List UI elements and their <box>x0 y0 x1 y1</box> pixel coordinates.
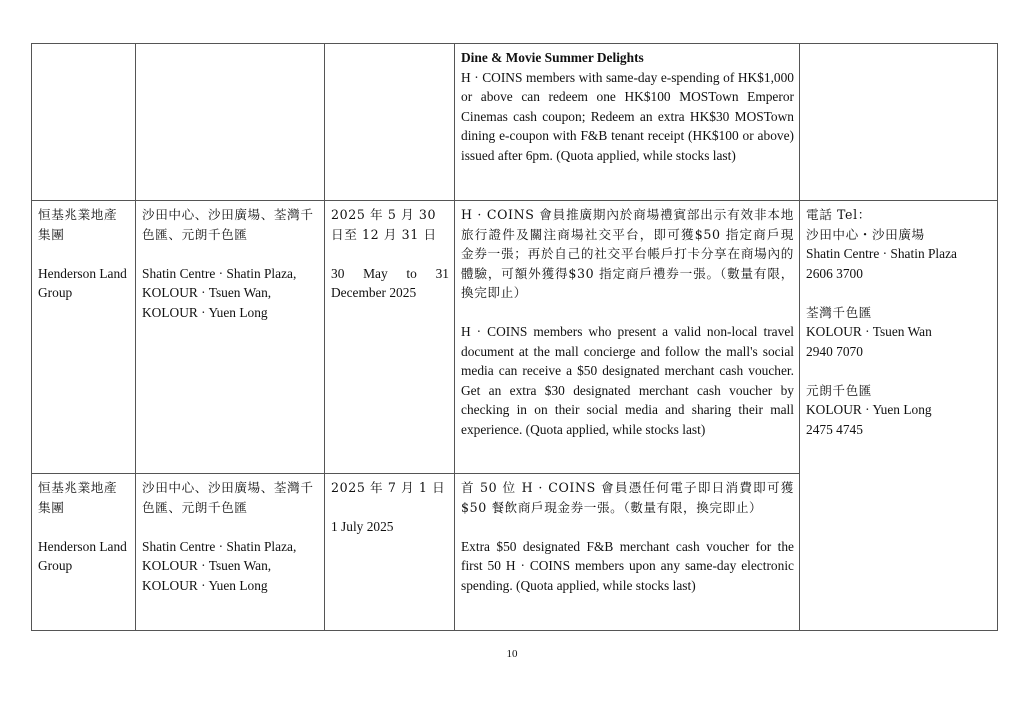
contact-name-zh: 元朗千色匯 <box>806 382 872 398</box>
promo-description-en: H · COINS members with same-day e-spending of HK$1,000 or above can redeem one HK$100 MOSTown Emperor Cinemas cash coupon; Redeem an extra HK$30 MOSTown dining e-coupon with F&B tenant receipt (HK$100 or above) issued after 6pm. (Quota applied, while stocks last) <box>461 69 794 163</box>
period-en: 1 July 2025 <box>331 519 394 534</box>
contact-cell <box>800 201 998 631</box>
promo-description-en: H · COINS members who present a valid non-local travel document at the mall concierge and follow the mall's social media can receive a $50 designated merchant cash voucher. Get an extra $30 designated merchant cash voucher by checking in on their social media and sharing their mall experience. (Quota applied, while stocks last) <box>461 324 794 437</box>
developer-cell <box>32 44 136 201</box>
period-cell <box>325 474 455 631</box>
promo-title: Dine & Movie Summer Delights <box>461 50 644 65</box>
period-cell <box>325 201 455 474</box>
promotion-table <box>31 43 998 631</box>
contact-name-en: KOLOUR · Tsuen Wan <box>806 324 932 339</box>
page-number: 10 <box>506 648 518 660</box>
developer-name-en: Henderson Land Group <box>38 265 127 300</box>
period-zh: 2025 年 5 月 30 日至 12 月 31 日 <box>331 207 437 242</box>
contact-name-en: Shatin Centre · Shatin Plaza <box>806 246 957 261</box>
developer-name-en: Henderson Land Group <box>38 538 127 573</box>
promo-description-zh: H · COINS 會員推廣期內於商場禮賓部出示有效非本地旅行證件及關注商場社交平台，即可獲$50 指定商戶現金券一張；再於自己的社交平台帳戶打卡分享在商場內的體驗，可額外獲得$30 指定商戶禮券一張。（數量有限，換完即止） <box>461 207 794 300</box>
malls-zh: 沙田中心、沙田廣場、荃灣千色匯、元朗千色匯 <box>142 207 314 242</box>
contact-phone: 2606 3700 <box>806 265 863 281</box>
contact-cell <box>800 44 998 201</box>
promotion-cell <box>455 201 800 474</box>
contact-label: 電話 Tel： <box>806 207 871 222</box>
promo-description-zh: 首 50 位 H · COINS 會員憑任何電子即日消費即可獲$50 餐飲商戶現金券一張。（數量有限，換完即止） <box>461 480 794 515</box>
developer-name-zh: 恒基兆業地產集團 <box>38 480 118 515</box>
malls-cell <box>136 474 325 631</box>
contact-name-zh: 荃灣千色匯 <box>806 304 872 320</box>
contact-name-en: KOLOUR · Yuen Long <box>806 402 932 417</box>
malls-en: Shatin Centre · Shatin Plaza, KOLOUR · Tsuen Wan, KOLOUR · Yuen Long <box>142 265 297 320</box>
developer-cell <box>32 201 136 474</box>
malls-cell <box>136 44 325 201</box>
developer-name-zh: 恒基兆業地產集團 <box>38 207 118 242</box>
malls-zh: 沙田中心、沙田廣場、荃灣千色匯、元朗千色匯 <box>142 480 314 515</box>
period-en: 30 May to 31 December 2025 <box>331 265 449 300</box>
contact-name-zh: 沙田中心・沙田廣場 <box>806 226 925 242</box>
period-cell <box>325 44 455 201</box>
table-row <box>32 44 998 201</box>
period-zh: 2025 年 7 月 1 日 <box>331 480 446 495</box>
promo-description-en: Extra $50 designated F&B merchant cash voucher for the first 50 H · COINS members upon any same-day electronic spending. (Quota applied, while stocks last) <box>461 538 794 593</box>
malls-cell <box>136 201 325 474</box>
developer-cell <box>32 474 136 631</box>
contact-phone: 2940 7070 <box>806 343 863 359</box>
promotion-cell <box>455 474 800 631</box>
contact-phone: 2475 4745 <box>806 421 863 437</box>
table-row <box>32 201 998 474</box>
promotion-cell <box>455 44 800 201</box>
malls-en: Shatin Centre · Shatin Plaza, KOLOUR · Tsuen Wan, KOLOUR · Yuen Long <box>142 538 297 593</box>
